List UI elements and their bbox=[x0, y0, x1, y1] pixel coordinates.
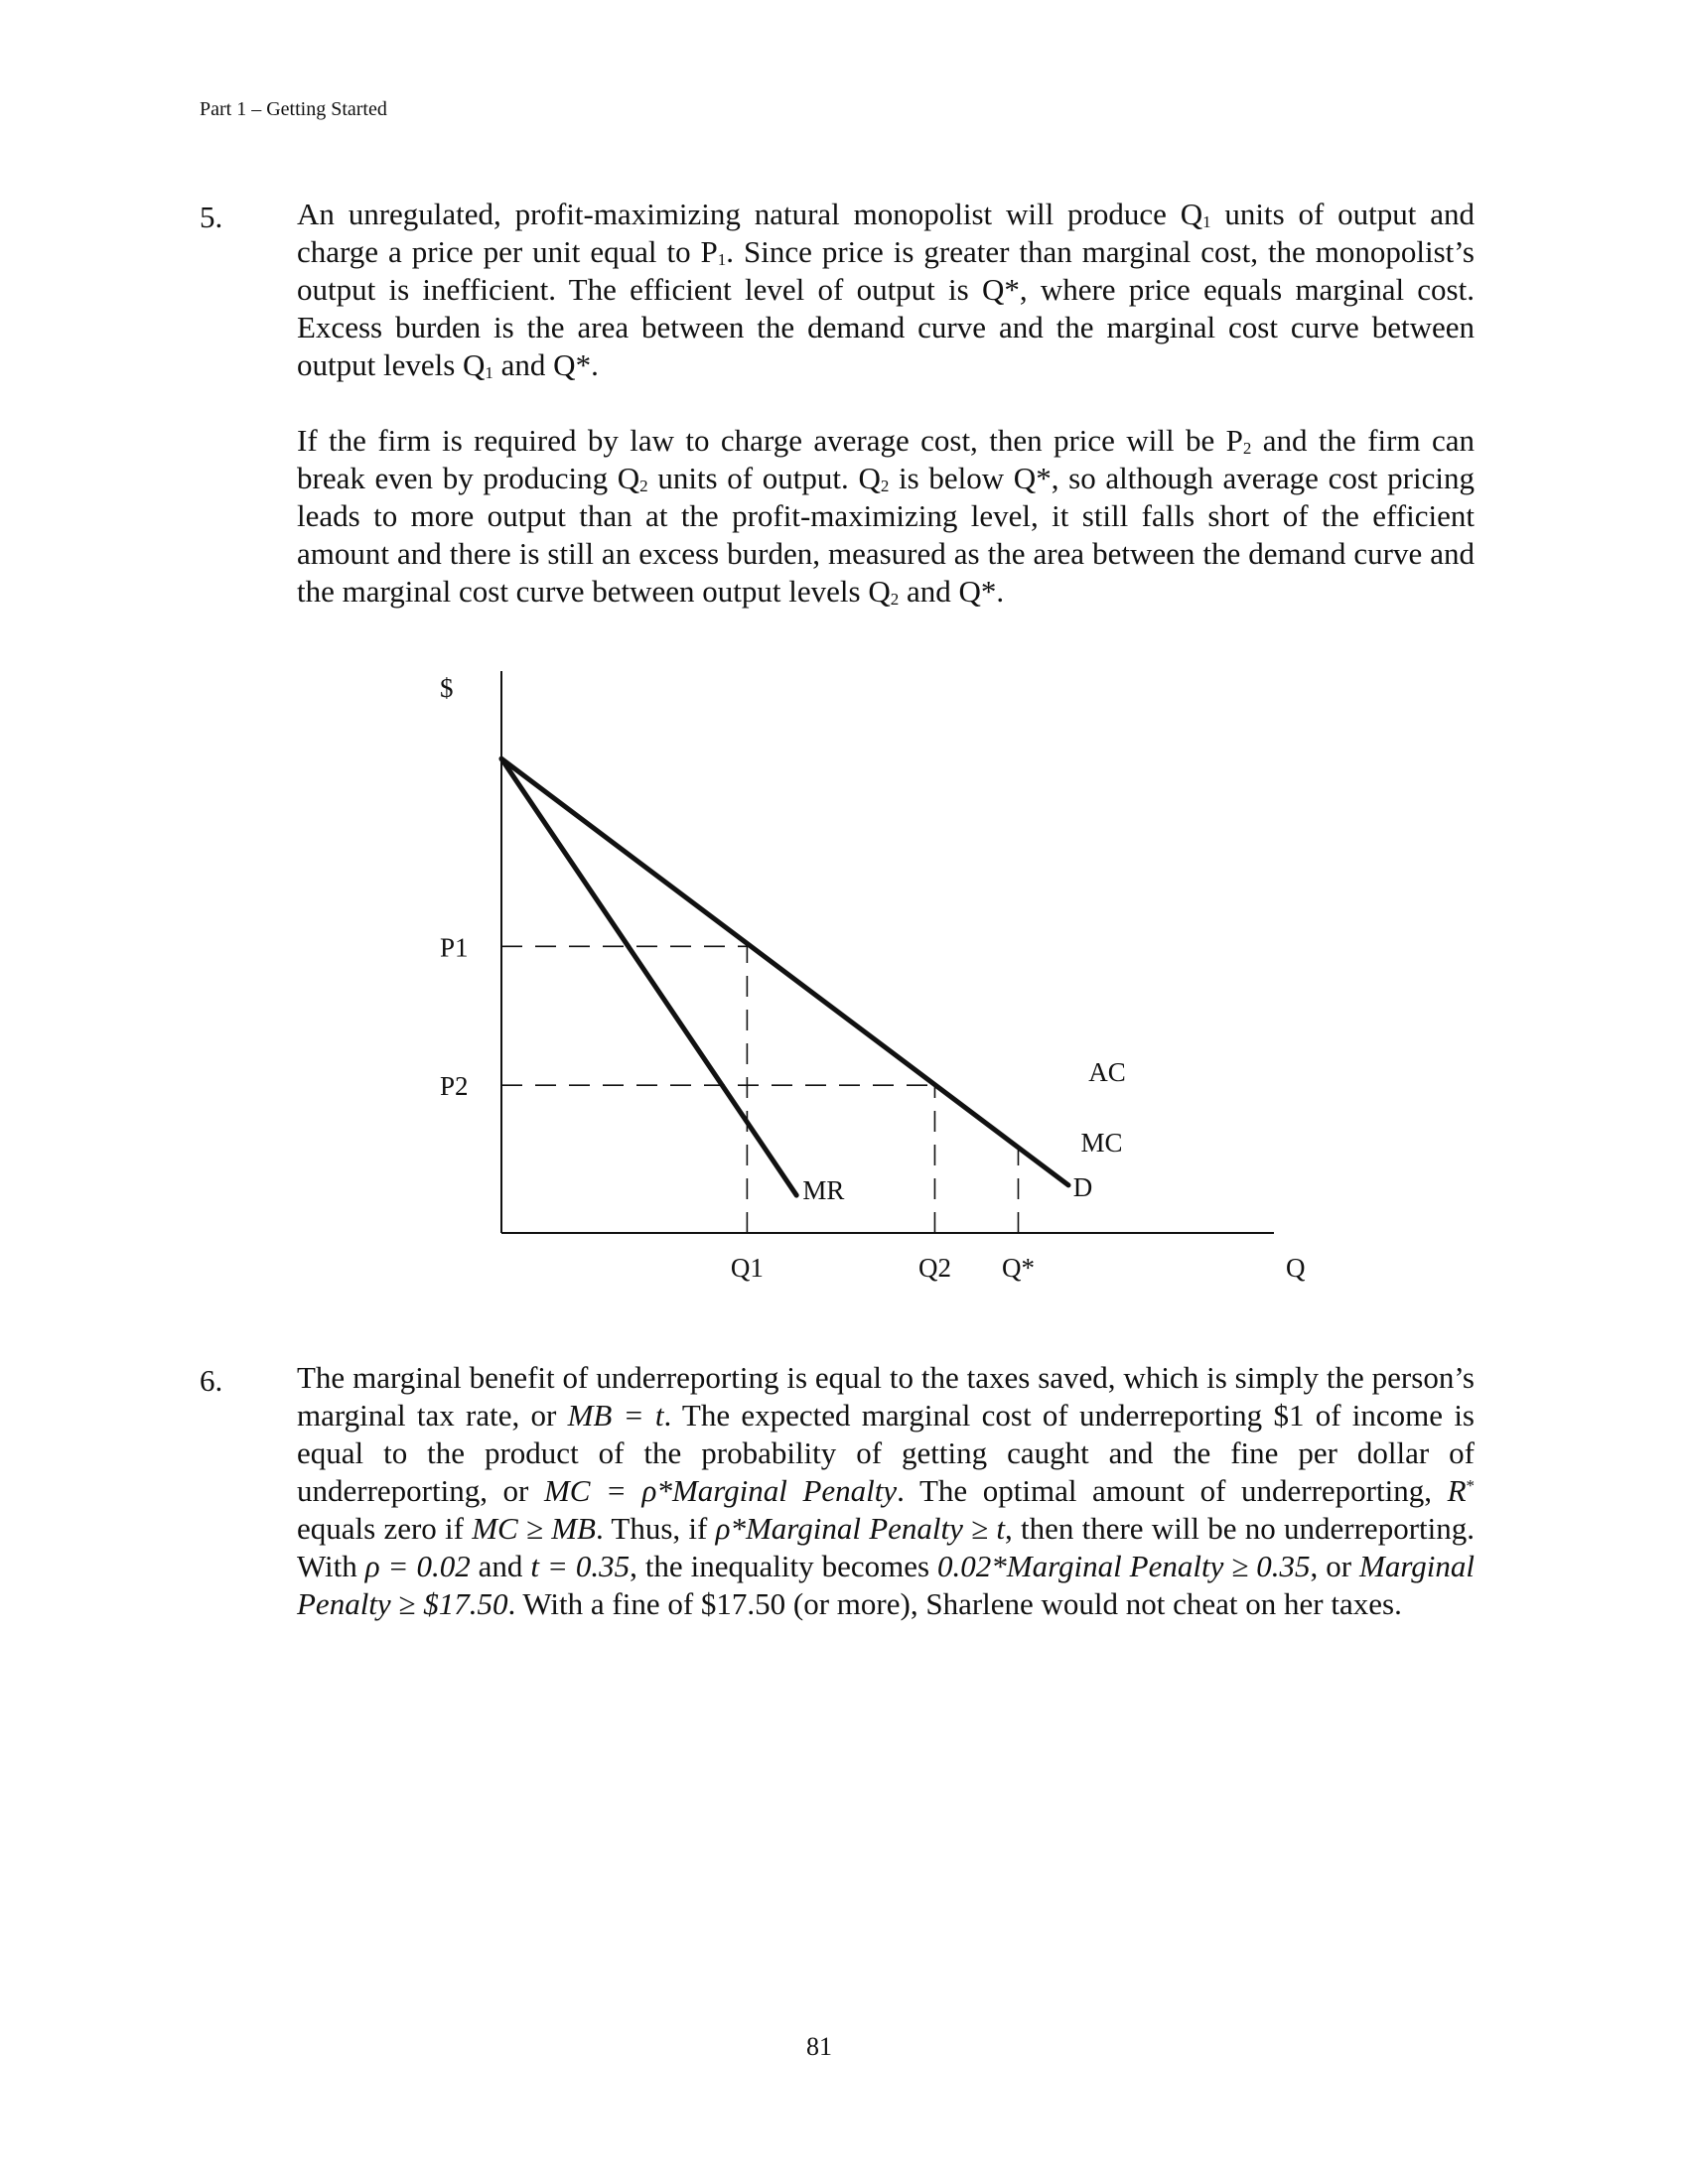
italic-math: ρ*Marginal Penalty ≥ t bbox=[715, 1511, 1005, 1546]
tick-label-q1: Q1 bbox=[730, 1253, 764, 1283]
subscript: 1 bbox=[717, 250, 727, 269]
curve-label-d: D bbox=[1072, 1172, 1093, 1203]
subscript: 1 bbox=[485, 363, 493, 382]
subscript: 2 bbox=[890, 590, 900, 609]
tick-label-q-star: Q* bbox=[1001, 1253, 1035, 1283]
item-number-5: 5. bbox=[200, 200, 223, 234]
italic-math: Marginal Penalty ≥ $17.50 bbox=[297, 1549, 1476, 1621]
italic-math: R bbox=[1447, 1473, 1467, 1508]
curve-d bbox=[501, 758, 1068, 1185]
italic-math: 0.02*Marginal Penalty ≥ 0.35 bbox=[937, 1549, 1311, 1583]
italic-math: ρ = 0.02 bbox=[364, 1549, 471, 1583]
item-5-paragraph-2: If the firm is required by law to charge average cost, then price will be $P_2$ and the firm can break even by producing $Q_2$ units of output. $Q_2$ is below Q*, so although average cost pricing leads to more output than at the profit-maximizing level, it still falls short of the efficient amount and there is still an excess burden, measured as the area between the demand curve and the marginal cost curve between output levels $Q_2$ and Q*. bbox=[297, 423, 1475, 609]
curve-label-mr: MR bbox=[802, 1175, 845, 1206]
curve-label-ac: AC bbox=[1088, 1057, 1126, 1088]
tick-label-q2: Q2 bbox=[917, 1253, 951, 1283]
item-number-6: 6. bbox=[200, 1363, 223, 1398]
x-axis-label: Q bbox=[1286, 1253, 1306, 1283]
curve-label-mc: MC bbox=[1080, 1127, 1123, 1158]
italic-math: MB = t bbox=[567, 1398, 664, 1433]
subscript: 2 bbox=[639, 477, 648, 495]
subscript: 1 bbox=[1202, 212, 1211, 231]
y-axis-label: $ bbox=[440, 673, 454, 703]
curve-mr bbox=[501, 758, 796, 1195]
tick-label-p1: P1 bbox=[440, 932, 469, 963]
subscript: 2 bbox=[1242, 439, 1252, 458]
item-6-paragraph-1: The marginal benefit of underreporting is equal to the taxes saved, which is simply the person’s marginal tax rate, or MB = t. The expected marginal cost of underreporting $1 of income is equal to the product of the probability of getting caught and the fine per dollar of underreporting, or MC = ρ*Marginal Penalty. The optimal amount of underreporting, R* equals zero if MC ≥ MB. Thus, if ρ*Marginal Penalty ≥ t, then there will be no underreporting. With ρ = 0.02 and t = 0.35, the inequality becomes 0.02*Marginal Penalty ≥ 0.35, or Marginal Penalty ≥ $17.50. With a fine of $17.50 (or more), Sharlene would not cheat on her taxes. bbox=[297, 1360, 1476, 1621]
tick-label-p2: P2 bbox=[440, 1071, 469, 1102]
italic-math: MC ≥ MB bbox=[472, 1511, 596, 1546]
subscript: 2 bbox=[880, 477, 890, 495]
page-number: 81 bbox=[806, 2032, 832, 2061]
superscript: * bbox=[1466, 1476, 1475, 1495]
italic-math: t = 0.35 bbox=[530, 1549, 631, 1583]
item-5-paragraph-1: An unregulated, profit-maximizing natural monopolist will produce $Q_1$ units of output and charge a price per unit equal to $P_1$. Since price is greater than marginal cost, the monopolist’s output is inefficient. The efficient level of output is Q*, where price equals marginal cost. Excess burden is the area between the demand curve and the marginal cost curve between output levels $Q_1$ and Q*. bbox=[297, 197, 1475, 382]
italic-math: MC = ρ*Marginal Penalty bbox=[543, 1473, 898, 1508]
running-header: Part 1 – Getting Started bbox=[200, 98, 387, 120]
